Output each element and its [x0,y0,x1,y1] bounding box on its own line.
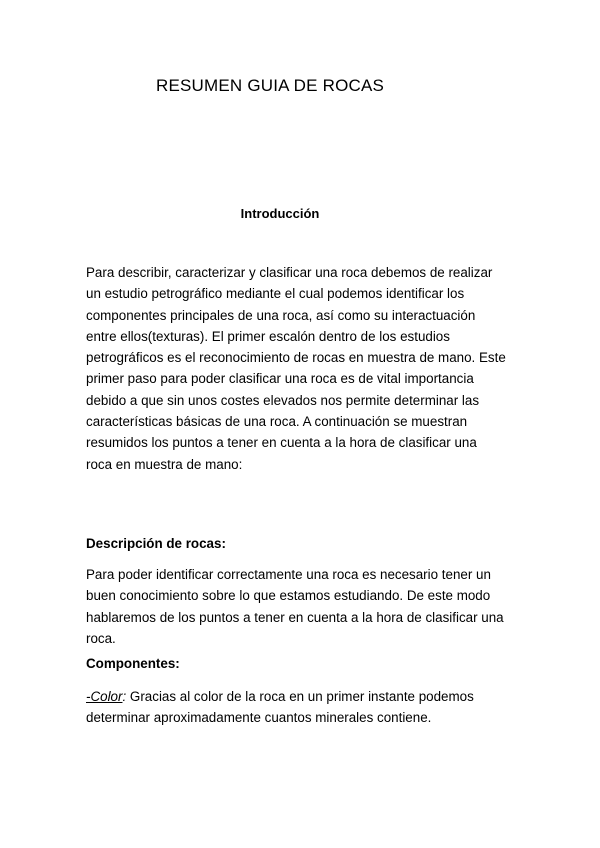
color-text: Gracias al color de la roca en un primer instante podemos determinar aproximadamente cuantos minerales contiene. [86,689,474,726]
document-title: RESUMEN GUIA DE ROCAS [156,76,385,95]
intro-paragraph: Para describir, caracterizar y clasificar una roca debemos de realizar un estudio petrográfico mediante el cual podemos identificar los componentes principales de una roca, así como su interactuación entre ellos(texturas). El primer escalón dentro de los estudios petrográficos es el reconocimiento de rocas en muestra de mano. Este primer paso para poder clasificar una roca es de vital importancia debido a que sin unos costes elevados nos permite determinar las características básicas de una roca. A continuación se muestran resumidos los puntos a tener en cuenta a la hora de clasificar una roca en muestra de mano: [86,265,506,472]
intro-heading: Introducción [240,206,320,221]
description-heading: Descripción de rocas: [86,536,226,551]
components-heading: Componentes: [86,656,180,671]
color-term: -Color [86,689,123,704]
color-paragraph [86,686,506,729]
color-colon: : [122,689,127,704]
description-paragraph: Para poder identificar correctamente una roca es necesario tener un buen conocimiento sobre lo que estamos estudiando. De este modo hablaremos de los puntos a tener en cuenta a la hora de clasificar una roca. [86,567,504,646]
